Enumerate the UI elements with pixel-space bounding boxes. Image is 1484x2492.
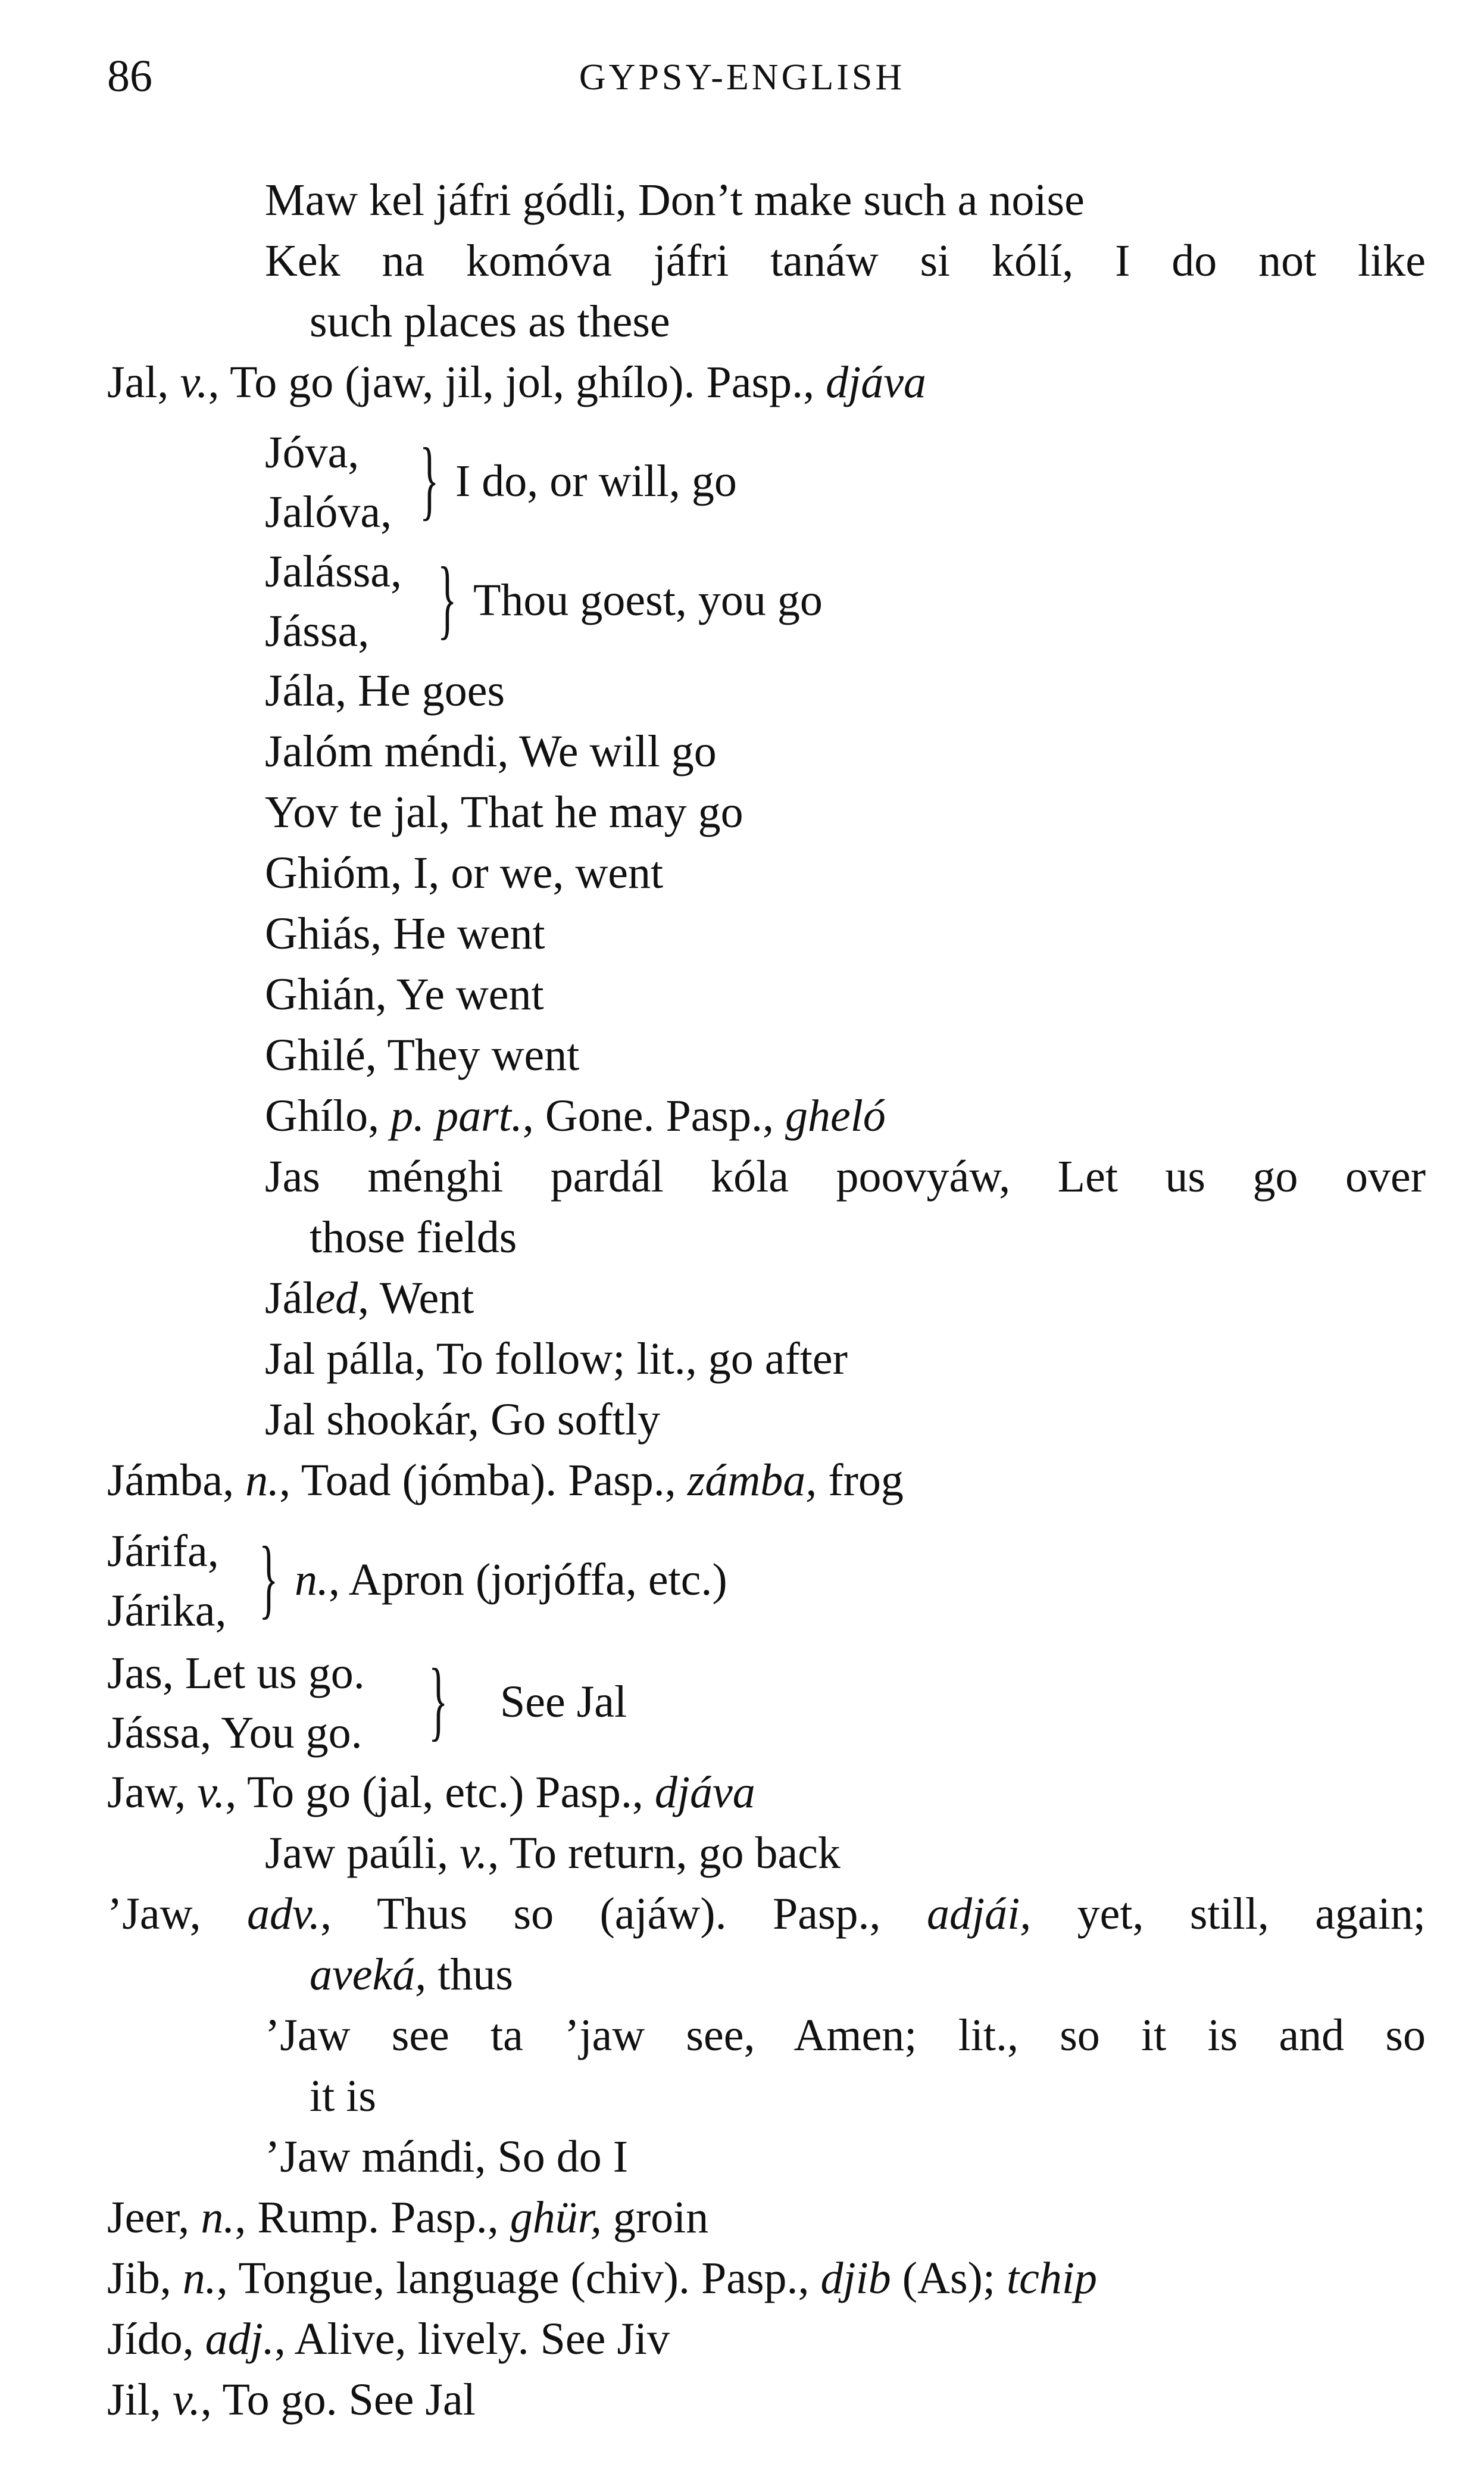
brace-line-2: Jássa, You go. <box>107 1708 363 1758</box>
entry-text: those fields <box>310 1212 517 1262</box>
entry-text: , Toad (jómba). Pasp., <box>279 1455 688 1505</box>
entry-italic-text: djáva <box>826 357 926 407</box>
entry-italic-text: v. <box>180 357 208 407</box>
entry-text: Jála, He goes <box>265 666 505 716</box>
entry-line <box>265 1390 660 1449</box>
entry-text: Kek na komóva jáfri tanáw si kólí, I do not like <box>265 236 1426 286</box>
entry-text: Yov te jal, That he may go <box>265 787 743 837</box>
running-title: GYPSY-ENGLISH <box>579 57 905 98</box>
brace-glyph: } <box>438 549 457 648</box>
entry-text: , To return, go back <box>488 1828 841 1878</box>
entry-line <box>265 661 505 721</box>
entry-line <box>265 1086 886 1146</box>
brace-gloss <box>295 1550 727 1610</box>
brace-gloss-pos: n. <box>295 1555 329 1605</box>
entry-line <box>310 2066 376 2126</box>
entry-italic-text: n. <box>245 1455 280 1505</box>
entry-text: , Alive, lively. See Jiv <box>274 2314 670 2364</box>
brace-line-1: Jas, Let us go. <box>107 1648 365 1698</box>
entry-text: Jib, <box>107 2253 183 2303</box>
entry-text: , To go (jaw, jil, jol, ghílo). Pasp., <box>208 357 826 407</box>
entry-text: groin <box>601 2192 709 2243</box>
entry-line <box>265 782 743 842</box>
brace-line-2: Jalóva, <box>265 487 392 537</box>
entry-line <box>107 2248 1097 2308</box>
entry-text: Jalóm méndi, We will go <box>265 726 717 776</box>
entry-italic-text: p. part. <box>390 1091 523 1141</box>
entry-line <box>265 1025 579 1085</box>
entry-italic-text: djib <box>820 2253 891 2303</box>
entry-text: , To go. See Jal <box>200 2375 476 2425</box>
entry-italic-text: ghür, <box>510 2192 602 2243</box>
entry-italic-text: djáva <box>654 1767 755 1817</box>
entry-text: Ghilé, They went <box>265 1030 580 1080</box>
brace-glyph: } <box>420 430 439 529</box>
entry-line <box>310 1208 517 1267</box>
brace-line-2: Jássa, <box>265 606 370 656</box>
entry-text: Jámba, <box>107 1455 246 1505</box>
entry-text: Ghián, Ye went <box>265 969 544 1019</box>
entry-text: it is <box>310 2071 376 2121</box>
entry-italic-text: ed <box>315 1273 358 1323</box>
entry-line <box>265 904 545 963</box>
entry-text: , To go (jal, etc.) Pasp., <box>225 1767 655 1817</box>
entry-text: ’Jaw mándi, So do I <box>265 2132 629 2182</box>
entry-line <box>265 170 1085 230</box>
entry-text: Ghílo, <box>265 1091 391 1141</box>
brace-gloss: See Jal <box>500 1677 627 1727</box>
brace-gloss: I do, or will, go <box>455 456 737 506</box>
page-number: 86 <box>107 51 152 101</box>
entry-line <box>310 292 670 351</box>
entry-text: , Went <box>358 1273 474 1323</box>
entry-text: , Thus so (ajáw). Pasp., <box>320 1889 927 1939</box>
entry-italic-text: adv. <box>246 1889 321 1939</box>
entry-text: Jal shookár, Go softly <box>265 1395 660 1445</box>
entry-text: , Tongue, language (chiv). Pasp., <box>216 2253 821 2303</box>
entry-line <box>107 1884 1426 1944</box>
brace-line-2: Járika, <box>107 1586 227 1636</box>
entry-text: Ghióm, I, or we, went <box>265 848 664 898</box>
entry-text: Jas ménghi pardál kóla poovyáw, Let us go over <box>265 1152 1426 1202</box>
entry-text: Jal pálla, To follow; lit., go after <box>265 1334 848 1384</box>
entry-text: Jál <box>265 1273 315 1323</box>
entry-italic-text: tchip <box>1006 2253 1097 2303</box>
entry-text: Maw kel jáfri gódli, Don’t make such a noise <box>265 175 1085 225</box>
brace-gloss-text: , Apron (jorjóffa, etc.) <box>329 1555 727 1605</box>
brace-line-1: Járifa, <box>107 1526 219 1576</box>
entry-text: , Rump. Pasp., <box>235 2192 510 2243</box>
entry-line <box>265 965 544 1024</box>
entry-italic-text: adj. <box>205 2314 274 2364</box>
entry-italic-text: v. <box>172 2375 201 2425</box>
entry-line <box>107 353 926 412</box>
brace-glyph: } <box>429 1651 448 1749</box>
entry-text: (As); <box>891 2253 1007 2303</box>
entry-text: ’Jaw see ta ’jaw see, Amen; lit., so it is and so <box>265 2010 1426 2060</box>
entry-text: such places as these <box>310 297 670 347</box>
entry-italic-text: gheló <box>785 1091 886 1141</box>
entry-italic-text: zámba, <box>687 1455 817 1505</box>
entry-line <box>107 2309 670 2369</box>
entry-line <box>310 1945 513 2004</box>
entry-text: thus <box>426 1950 513 2000</box>
entry-italic-text: v. <box>460 1828 488 1878</box>
entry-line <box>265 722 717 781</box>
entry-text: Jeer, <box>107 2192 201 2243</box>
brace-line-1: Jóva, <box>265 428 360 478</box>
entry-italic-text: n. <box>182 2253 217 2303</box>
entry-text: Jído, <box>107 2314 205 2364</box>
entry-text: frog <box>817 1455 904 1505</box>
entry-line <box>265 1268 474 1328</box>
entry-line <box>265 1329 848 1389</box>
entry-text: Jaw paúli, <box>265 1828 460 1878</box>
entry-text: Jal, <box>107 357 180 407</box>
entry-line <box>265 2127 628 2187</box>
entry-text: yet, still, again; <box>1031 1889 1426 1939</box>
entry-italic-text: v. <box>197 1767 226 1817</box>
brace-glyph: } <box>259 1529 279 1627</box>
entry-line <box>265 231 1426 291</box>
entry-italic-text: aveká, <box>310 1950 427 2000</box>
entry-line <box>265 843 663 903</box>
entry-line <box>265 1147 1426 1206</box>
entry-line <box>265 1823 841 1883</box>
entry-line <box>107 2370 476 2429</box>
entry-text: Ghiás, He went <box>265 909 545 959</box>
entry-line <box>107 1451 904 1510</box>
page-header <box>0 51 1484 122</box>
brace-line-1: Jalássa, <box>265 547 402 597</box>
entry-text: ’Jaw, <box>107 1889 247 1939</box>
entry-text: Jaw, <box>107 1767 198 1817</box>
entry-italic-text: adjái, <box>926 1889 1032 1939</box>
entry-line <box>265 2006 1426 2065</box>
entry-line <box>107 1763 755 1822</box>
entry-line <box>107 2188 708 2247</box>
brace-gloss: Thou goest, you go <box>473 575 823 625</box>
entry-text: , Gone. Pasp., <box>522 1091 786 1141</box>
entry-text: Jil, <box>107 2375 173 2425</box>
entry-italic-text: n. <box>201 2192 235 2243</box>
